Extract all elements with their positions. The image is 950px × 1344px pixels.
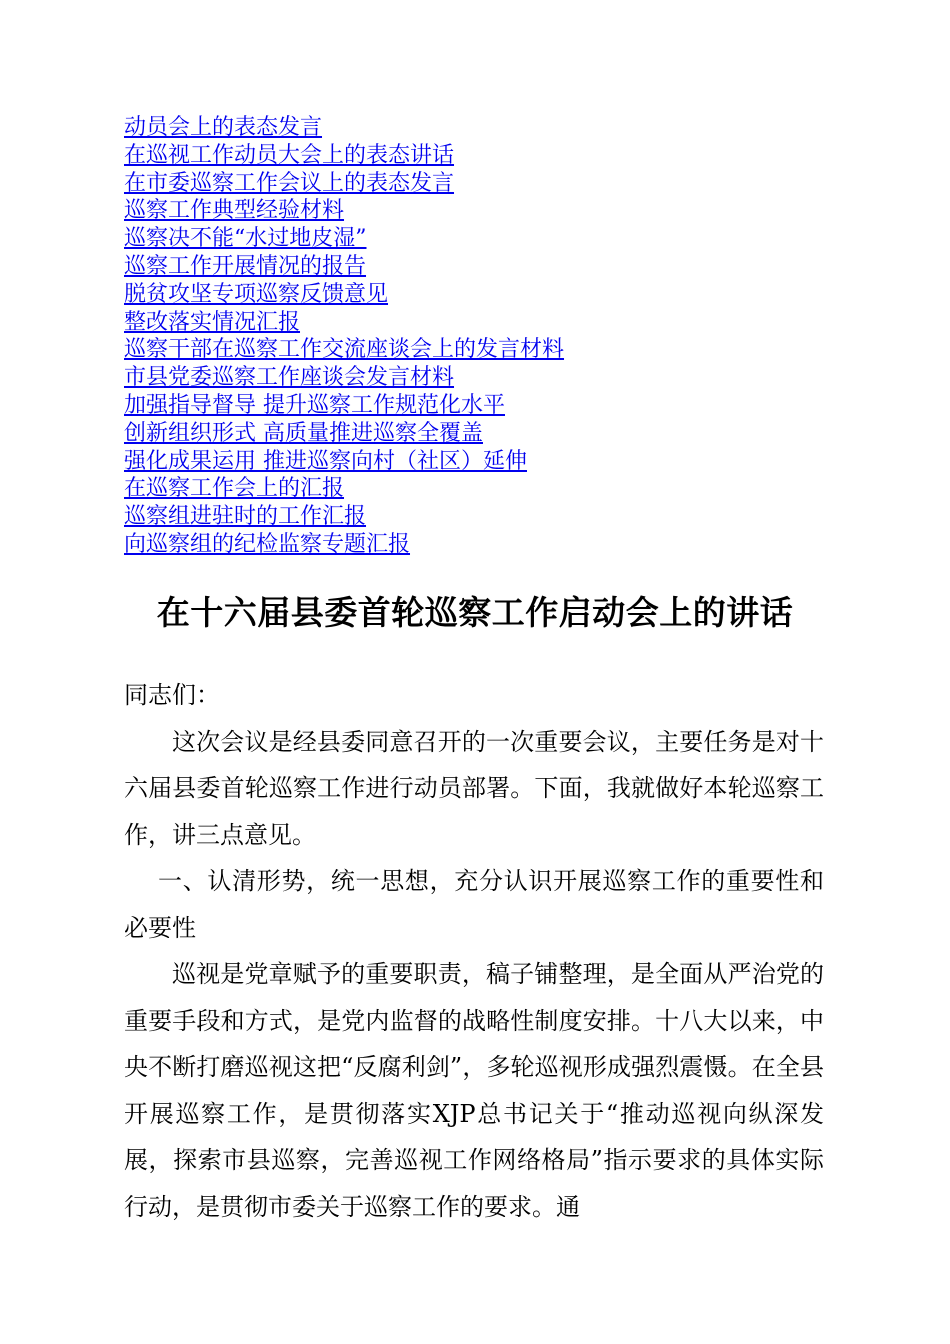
related-link[interactable]: 加强指导督导 提升巡察工作规范化水平	[124, 392, 505, 418]
list-item	[124, 309, 564, 337]
list-item	[124, 253, 564, 281]
related-link[interactable]: 创新组织形式 高质量推进巡察全覆盖	[124, 420, 483, 446]
list-item	[124, 281, 564, 309]
related-link[interactable]: 脱贫攻坚专项巡察反馈意见	[124, 281, 389, 307]
list-item	[124, 225, 564, 253]
related-link[interactable]: 巡察工作开展情况的报告	[124, 253, 367, 279]
list-item	[124, 503, 564, 531]
list-item	[124, 197, 564, 225]
related-link[interactable]: 巡察干部在巡察工作交流座谈会上的发言材料	[124, 337, 565, 363]
document-title: 在十六届县委首轮巡察工作启动会上的讲话	[156, 593, 794, 632]
list-item	[124, 364, 564, 392]
related-link[interactable]: 巡察工作典型经验材料	[124, 198, 345, 224]
list-item	[124, 114, 564, 142]
list-item	[124, 336, 564, 364]
related-link[interactable]: 市县党委巡察工作座谈会发言材料	[124, 365, 455, 391]
related-link[interactable]: 整改落实情况汇报	[124, 309, 301, 335]
related-link[interactable]: 在市委巡察工作会议上的表态发言	[124, 170, 455, 196]
related-link[interactable]: 强化成果运用 推进巡察向村（社区）延伸	[124, 448, 527, 474]
list-item	[124, 531, 564, 559]
list-item	[124, 448, 564, 476]
related-link[interactable]: 巡察决不能“水过地皮湿”	[124, 226, 367, 252]
greeting: 同志们：	[124, 681, 220, 709]
related-link[interactable]: 在巡察工作会上的汇报	[124, 476, 345, 502]
paragraph-section-1: 巡视是党章赋予的重要职责，稿子铺整理，是全面从严治党的重要手段和方式，是党内监督的战略性制度安排。十八大以来，中央不断打磨巡视这把“反腐利剑”，多轮巡视形成强烈震慑。在全县开展巡察工作，是贯彻落实XJP总书记关于“推动巡视向纵深发展，探索市县巡察，完善巡视工作网络格局”指示要求的具体实际行动，是贯彻市委关于巡察工作的要求。通	[124, 960, 824, 1221]
related-links-list	[124, 114, 564, 559]
list-item	[124, 392, 564, 420]
list-item	[124, 475, 564, 503]
related-link[interactable]: 巡察组进驻时的工作汇报	[124, 504, 367, 530]
list-item	[124, 142, 564, 170]
document-body	[124, 672, 824, 1230]
paragraph-intro: 这次会议是经县委同意召开的一次重要会议，主要任务是对十六届县委首轮巡察工作进行动员部署。下面，我就做好本轮巡察工作，讲三点意见。	[124, 727, 824, 849]
list-item	[124, 170, 564, 198]
related-link[interactable]: 动员会上的表态发言	[124, 115, 323, 140]
related-link[interactable]: 向巡察组的纪检监察专题汇报	[124, 531, 411, 557]
list-item	[124, 420, 564, 448]
related-link[interactable]: 在巡视工作动员大会上的表态讲话	[124, 142, 455, 168]
section-heading-1: 一、认清形势，统一思想，充分认识开展巡察工作的重要性和必要性	[124, 867, 824, 942]
